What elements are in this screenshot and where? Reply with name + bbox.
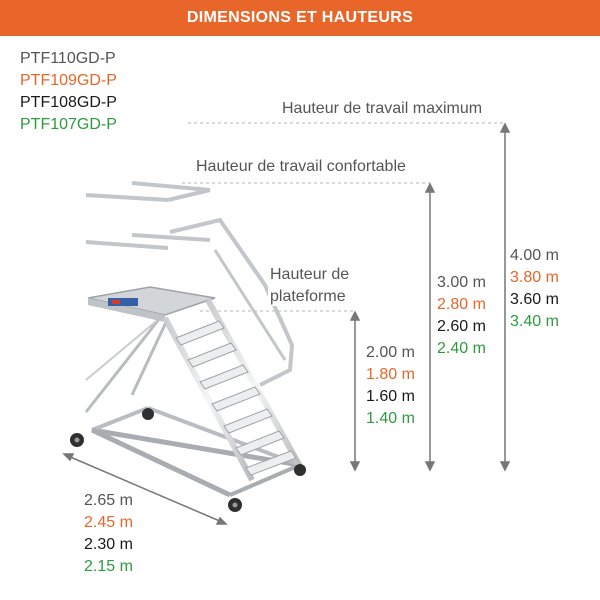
comfort-height-value-2: 2.80 m <box>437 296 486 313</box>
length-value-3: 2.30 m <box>84 536 133 553</box>
model-code-3: PTF108GD-P <box>20 94 117 111</box>
model-code-1: PTF110GD-P <box>20 50 116 67</box>
length-values <box>84 490 133 578</box>
model-code-4: PTF107GD-P <box>20 116 117 133</box>
max-height-label: Hauteur de travail maximum <box>282 100 483 117</box>
model-code-2: PTF109GD-P <box>20 72 117 89</box>
platform-ladder-illustration <box>70 183 306 512</box>
max-height-value-1: 4.00 m <box>510 247 559 264</box>
comfort-height-label: Hauteur de travail confortable <box>196 158 406 175</box>
platform-height-label-line2: plateforme <box>270 288 346 305</box>
length-value-1: 2.65 m <box>84 492 133 509</box>
length-value-2: 2.45 m <box>84 514 133 531</box>
max-height-value-3: 3.60 m <box>510 291 559 308</box>
banner-title: DIMENSIONS ET HAUTEURS <box>186 9 414 26</box>
max-height-value-4: 3.40 m <box>510 313 559 330</box>
comfort-height-values <box>437 272 486 360</box>
platform-height-values <box>366 342 415 430</box>
platform-height-value-4: 1.40 m <box>366 410 415 427</box>
max-height-value-2: 3.80 m <box>510 269 559 286</box>
comfort-height-value-3: 2.60 m <box>437 318 486 335</box>
platform-height-value-3: 1.60 m <box>366 388 415 405</box>
max-height-values <box>510 245 559 333</box>
platform-height-value-1: 2.00 m <box>366 344 415 361</box>
platform-height-value-2: 1.80 m <box>366 366 415 383</box>
comfort-height-value-1: 3.00 m <box>437 274 486 291</box>
length-value-4: 2.15 m <box>84 558 133 575</box>
platform-height-label-line1: Hauteur de <box>270 266 350 283</box>
comfort-height-value-4: 2.40 m <box>437 340 486 357</box>
